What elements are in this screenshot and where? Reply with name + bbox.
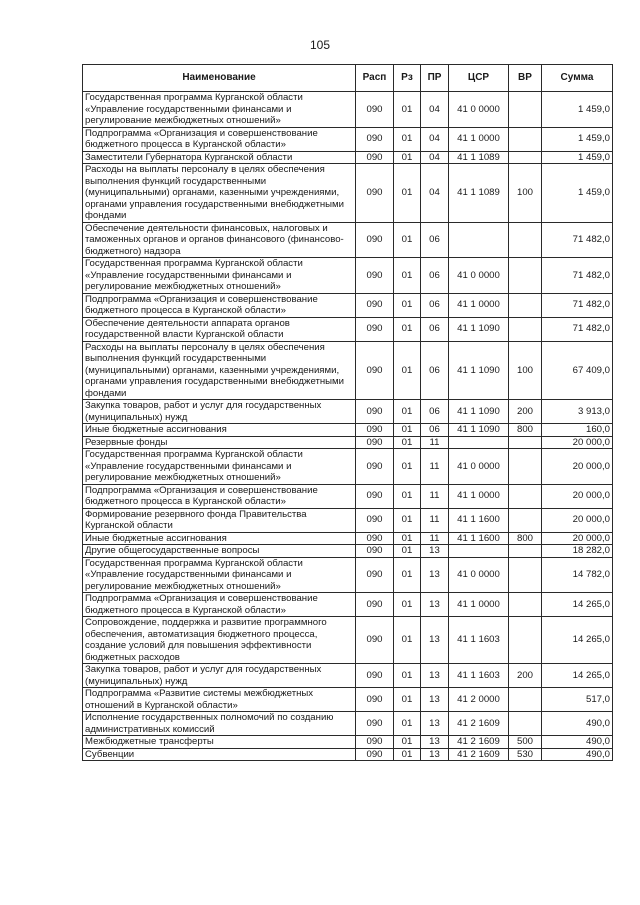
cell-vr: 100 [509, 341, 542, 400]
cell-vr: 530 [509, 748, 542, 761]
cell-csr [449, 545, 509, 558]
cell-rasp: 090 [356, 92, 394, 128]
cell-csr: 41 2 1609 [449, 712, 509, 736]
table-row [83, 436, 613, 449]
cell-pr: 11 [421, 532, 449, 545]
cell-name: Закупка товаров, работ и услуг для государственных (муниципальных) нужд [83, 664, 356, 688]
cell-name: Государственная программа Курганской области «Управление государственными финансами и регулирование межбюджетных отношений» [83, 449, 356, 485]
cell-sum: 20 000,0 [542, 436, 613, 449]
cell-pr: 11 [421, 449, 449, 485]
cell-csr: 41 1 1090 [449, 424, 509, 437]
cell-sum: 20 000,0 [542, 508, 613, 532]
cell-name: Исполнение государственных полномочий по созданию административных комиссий [83, 712, 356, 736]
cell-rasp: 090 [356, 317, 394, 341]
page-number: 105 [309, 38, 331, 52]
cell-name: Субвенции [83, 748, 356, 761]
cell-sum: 14 265,0 [542, 664, 613, 688]
table-row [83, 222, 613, 258]
cell-vr [509, 545, 542, 558]
cell-pr: 11 [421, 484, 449, 508]
cell-csr: 41 1 0000 [449, 293, 509, 317]
cell-sum: 490,0 [542, 712, 613, 736]
table-row [83, 449, 613, 485]
cell-rz: 01 [394, 258, 421, 294]
cell-rz: 01 [394, 424, 421, 437]
cell-rasp: 090 [356, 508, 394, 532]
table-row [83, 508, 613, 532]
table-row [83, 164, 613, 223]
cell-vr: 100 [509, 164, 542, 223]
cell-rasp: 090 [356, 688, 394, 712]
header-name: Наименование [83, 65, 356, 92]
cell-name: Формирование резервного фонда Правительства Курганской области [83, 508, 356, 532]
cell-pr: 11 [421, 436, 449, 449]
cell-name: Обеспечение деятельности аппарата органов государственной власти Курганской области [83, 317, 356, 341]
cell-csr: 41 1 1600 [449, 532, 509, 545]
cell-rz: 01 [394, 593, 421, 617]
cell-vr [509, 688, 542, 712]
cell-rasp: 090 [356, 258, 394, 294]
cell-vr [509, 449, 542, 485]
cell-vr [509, 151, 542, 164]
cell-rasp: 090 [356, 545, 394, 558]
cell-sum: 14 782,0 [542, 557, 613, 593]
cell-name: Расходы на выплаты персоналу в целях обеспечения выполнения функций государственными (муниципальными) органами, казенными учреждениями, органами управления государственными внебюджетными фондами [83, 164, 356, 223]
table-row [83, 317, 613, 341]
table-row [83, 92, 613, 128]
cell-csr: 41 1 1600 [449, 508, 509, 532]
cell-pr: 06 [421, 222, 449, 258]
cell-vr: 500 [509, 736, 542, 749]
cell-vr [509, 317, 542, 341]
budget-table [82, 64, 613, 761]
table-row [83, 593, 613, 617]
table-row [83, 341, 613, 400]
cell-name: Расходы на выплаты персоналу в целях обеспечения выполнения функций государственными (муниципальными) органами, казенными учреждениями, органами управления государственными внебюджетными фондами [83, 341, 356, 400]
cell-sum: 517,0 [542, 688, 613, 712]
cell-sum: 71 482,0 [542, 293, 613, 317]
cell-sum: 71 482,0 [542, 258, 613, 294]
cell-sum: 490,0 [542, 736, 613, 749]
cell-vr [509, 127, 542, 151]
cell-name: Другие общегосударственные вопросы [83, 545, 356, 558]
cell-csr: 41 0 0000 [449, 92, 509, 128]
cell-name: Государственная программа Курганской области «Управление государственными финансами и регулирование межбюджетных отношений» [83, 557, 356, 593]
cell-rasp: 090 [356, 532, 394, 545]
cell-csr: 41 1 0000 [449, 593, 509, 617]
cell-pr: 06 [421, 293, 449, 317]
table-header-row [83, 65, 613, 92]
cell-name: Подпрограмма «Организация и совершенствование бюджетного процесса в Курганской области» [83, 593, 356, 617]
cell-sum: 18 282,0 [542, 545, 613, 558]
table-row [83, 127, 613, 151]
table-row [83, 712, 613, 736]
cell-vr [509, 712, 542, 736]
cell-csr: 41 1 0000 [449, 127, 509, 151]
cell-name: Подпрограмма «Развитие системы межбюджетных отношений в Курганской области» [83, 688, 356, 712]
cell-rasp: 090 [356, 736, 394, 749]
cell-pr: 04 [421, 164, 449, 223]
cell-vr [509, 617, 542, 664]
cell-vr [509, 293, 542, 317]
cell-csr: 41 1 1603 [449, 617, 509, 664]
cell-rz: 01 [394, 712, 421, 736]
cell-rz: 01 [394, 508, 421, 532]
cell-rasp: 090 [356, 664, 394, 688]
cell-pr: 06 [421, 317, 449, 341]
cell-pr: 13 [421, 557, 449, 593]
cell-pr: 13 [421, 688, 449, 712]
header-csr: ЦСР [449, 65, 509, 92]
cell-vr: 800 [509, 424, 542, 437]
cell-csr: 41 1 1090 [449, 317, 509, 341]
cell-name: Государственная программа Курганской области «Управление государственными финансами и регулирование межбюджетных отношений» [83, 258, 356, 294]
cell-csr: 41 2 1609 [449, 748, 509, 761]
cell-name: Закупка товаров, работ и услуг для государственных (муниципальных) нужд [83, 400, 356, 424]
cell-rasp: 090 [356, 593, 394, 617]
cell-sum: 20 000,0 [542, 532, 613, 545]
cell-rasp: 090 [356, 557, 394, 593]
table-row [83, 151, 613, 164]
cell-csr: 41 2 0000 [449, 688, 509, 712]
cell-rasp: 090 [356, 341, 394, 400]
cell-rz: 01 [394, 92, 421, 128]
cell-rasp: 090 [356, 127, 394, 151]
cell-rz: 01 [394, 436, 421, 449]
cell-rz: 01 [394, 617, 421, 664]
cell-csr: 41 0 0000 [449, 557, 509, 593]
cell-csr: 41 1 1089 [449, 164, 509, 223]
cell-rz: 01 [394, 222, 421, 258]
table-row [83, 617, 613, 664]
cell-sum: 490,0 [542, 748, 613, 761]
cell-name: Государственная программа Курганской области «Управление государственными финансами и регулирование межбюджетных отношений» [83, 92, 356, 128]
cell-rz: 01 [394, 164, 421, 223]
header-sum: Сумма [542, 65, 613, 92]
cell-rasp: 090 [356, 222, 394, 258]
header-rasp: Расп [356, 65, 394, 92]
cell-name: Резервные фонды [83, 436, 356, 449]
cell-rasp: 090 [356, 484, 394, 508]
table-row [83, 736, 613, 749]
cell-vr: 200 [509, 664, 542, 688]
table-row [83, 293, 613, 317]
cell-rz: 01 [394, 127, 421, 151]
cell-rasp: 090 [356, 293, 394, 317]
cell-name: Подпрограмма «Организация и совершенствование бюджетного процесса в Курганской области» [83, 127, 356, 151]
cell-name: Сопровождение, поддержка и развитие программного обеспечения, автоматизация бюджетного процесса, создание условий для повышения эффективности бюджетных расходов [83, 617, 356, 664]
cell-pr: 13 [421, 712, 449, 736]
table-row [83, 258, 613, 294]
cell-pr: 06 [421, 258, 449, 294]
cell-sum: 67 409,0 [542, 341, 613, 400]
cell-pr: 13 [421, 617, 449, 664]
cell-rz: 01 [394, 557, 421, 593]
cell-rz: 01 [394, 484, 421, 508]
cell-vr [509, 508, 542, 532]
cell-rasp: 090 [356, 400, 394, 424]
cell-rz: 01 [394, 449, 421, 485]
table-body [83, 92, 613, 761]
cell-rasp: 090 [356, 748, 394, 761]
cell-rz: 01 [394, 341, 421, 400]
cell-csr [449, 222, 509, 258]
cell-rz: 01 [394, 532, 421, 545]
table-row [83, 545, 613, 558]
cell-vr [509, 557, 542, 593]
cell-pr: 04 [421, 92, 449, 128]
cell-csr: 41 1 1603 [449, 664, 509, 688]
cell-name: Межбюджетные трансферты [83, 736, 356, 749]
cell-sum: 1 459,0 [542, 127, 613, 151]
table-row [83, 748, 613, 761]
cell-csr [449, 436, 509, 449]
cell-csr: 41 1 1090 [449, 341, 509, 400]
cell-rasp: 090 [356, 436, 394, 449]
cell-rz: 01 [394, 317, 421, 341]
cell-rasp: 090 [356, 449, 394, 485]
cell-sum: 1 459,0 [542, 151, 613, 164]
cell-sum: 71 482,0 [542, 222, 613, 258]
cell-pr: 13 [421, 545, 449, 558]
table-row [83, 484, 613, 508]
cell-sum: 71 482,0 [542, 317, 613, 341]
cell-rz: 01 [394, 736, 421, 749]
table-row [83, 400, 613, 424]
cell-rz: 01 [394, 545, 421, 558]
cell-sum: 3 913,0 [542, 400, 613, 424]
cell-csr: 41 1 0000 [449, 484, 509, 508]
cell-sum: 1 459,0 [542, 92, 613, 128]
table-row [83, 557, 613, 593]
cell-pr: 13 [421, 736, 449, 749]
cell-name: Иные бюджетные ассигнования [83, 424, 356, 437]
cell-sum: 14 265,0 [542, 617, 613, 664]
cell-vr [509, 593, 542, 617]
cell-vr [509, 92, 542, 128]
cell-sum: 1 459,0 [542, 164, 613, 223]
cell-vr [509, 484, 542, 508]
cell-pr: 13 [421, 664, 449, 688]
cell-rasp: 090 [356, 151, 394, 164]
header-vr: ВР [509, 65, 542, 92]
table-row [83, 688, 613, 712]
cell-pr: 04 [421, 151, 449, 164]
cell-name: Заместители Губернатора Курганской области [83, 151, 356, 164]
cell-rz: 01 [394, 664, 421, 688]
cell-rasp: 090 [356, 617, 394, 664]
cell-csr: 41 1 1089 [449, 151, 509, 164]
cell-pr: 06 [421, 424, 449, 437]
cell-pr: 04 [421, 127, 449, 151]
header-rz: Рз [394, 65, 421, 92]
cell-rasp: 090 [356, 712, 394, 736]
cell-pr: 13 [421, 593, 449, 617]
header-pr: ПР [421, 65, 449, 92]
cell-rasp: 090 [356, 164, 394, 223]
cell-csr: 41 1 1090 [449, 400, 509, 424]
cell-csr: 41 2 1609 [449, 736, 509, 749]
cell-csr: 41 0 0000 [449, 258, 509, 294]
cell-pr: 11 [421, 508, 449, 532]
cell-sum: 160,0 [542, 424, 613, 437]
cell-pr: 13 [421, 748, 449, 761]
table-row [83, 532, 613, 545]
cell-vr: 200 [509, 400, 542, 424]
cell-rz: 01 [394, 400, 421, 424]
cell-vr [509, 436, 542, 449]
table-row [83, 424, 613, 437]
cell-vr [509, 258, 542, 294]
cell-name: Обеспечение деятельности финансовых, налоговых и таможенных органов и органов финансового (финансово-бюджетного) надзора [83, 222, 356, 258]
cell-name: Иные бюджетные ассигнования [83, 532, 356, 545]
cell-rz: 01 [394, 748, 421, 761]
cell-rz: 01 [394, 293, 421, 317]
cell-rz: 01 [394, 151, 421, 164]
table-row [83, 664, 613, 688]
cell-csr: 41 0 0000 [449, 449, 509, 485]
cell-pr: 06 [421, 400, 449, 424]
cell-sum: 20 000,0 [542, 449, 613, 485]
cell-name: Подпрограмма «Организация и совершенствование бюджетного процесса в Курганской области» [83, 484, 356, 508]
cell-pr: 06 [421, 341, 449, 400]
cell-sum: 20 000,0 [542, 484, 613, 508]
cell-rasp: 090 [356, 424, 394, 437]
cell-sum: 14 265,0 [542, 593, 613, 617]
cell-rz: 01 [394, 688, 421, 712]
cell-vr [509, 222, 542, 258]
cell-name: Подпрограмма «Организация и совершенствование бюджетного процесса в Курганской области» [83, 293, 356, 317]
cell-vr: 800 [509, 532, 542, 545]
